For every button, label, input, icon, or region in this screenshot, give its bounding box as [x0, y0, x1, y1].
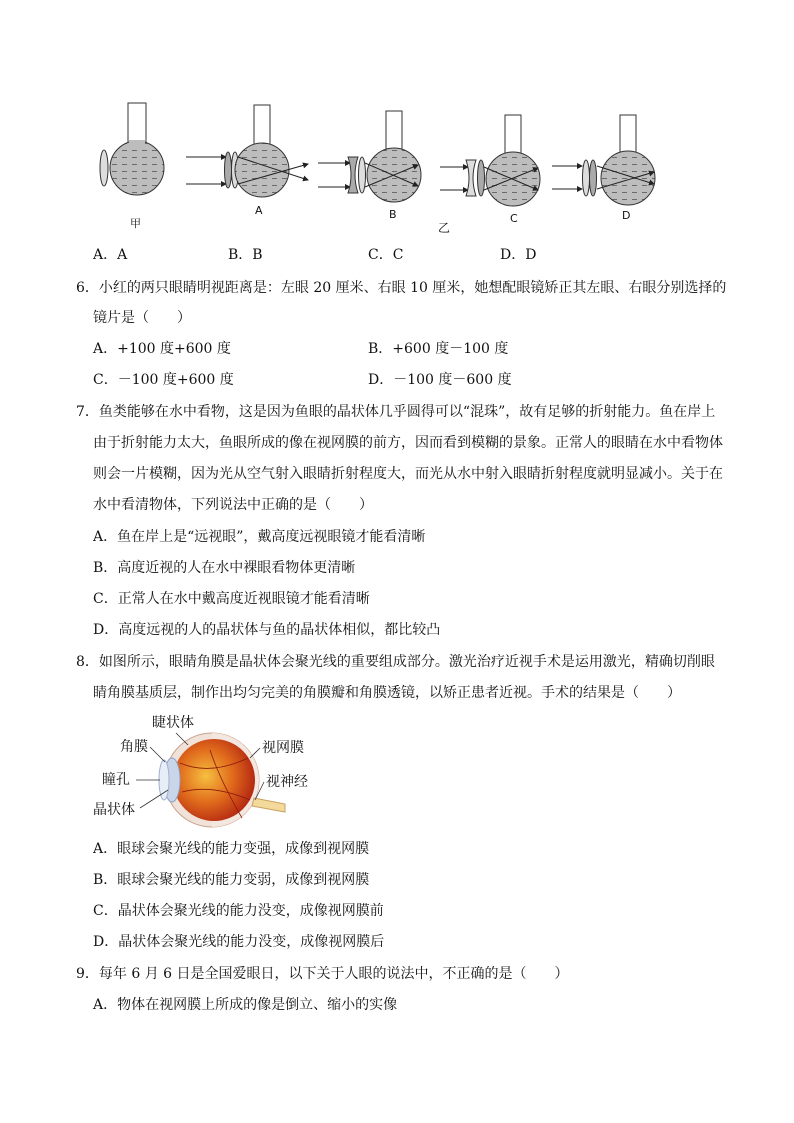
q8-stem-line1: 8．如图所示，眼睛角膜是晶状体会聚光线的重要组成部分。激光治疗近视手术是运用激光，精确切削眼 — [76, 654, 715, 670]
label-c: C — [510, 212, 518, 225]
q8-stem-line2: 睛角膜基质层，制作出均匀完美的角膜瓣和角膜透镜，以矫正患者近视。手术的结果是（ ） — [93, 685, 681, 701]
model-jia — [100, 103, 164, 195]
diagram-label-retina: 视网膜 — [262, 740, 304, 756]
q8-option-b: B．眼球会聚光线的能力变弱，成像到视网膜 — [93, 872, 370, 888]
q7-option-d: D．高度远视的人的晶状体与鱼的晶状体相似，都比较凸 — [93, 622, 441, 638]
q5-option-d: D．D — [500, 247, 537, 263]
eye-model-figure — [0, 0, 794, 240]
q6-stem-line2: 镜片是（ ） — [93, 310, 191, 326]
q5-option-c: C．C — [368, 247, 404, 263]
q8-option-c: C．晶状体会聚光线的能力没变，成像视网膜前 — [93, 903, 384, 919]
q5-option-a: A．A — [93, 247, 128, 263]
label-b: B — [389, 208, 397, 221]
q6-option-c: C．－100 度+600 度 — [93, 372, 234, 388]
q7-stem-line3: 则会一片模糊，因为光从空气射入眼睛折射程度大，而光从水中射入眼睛折射程度就明显减小。关于在 — [93, 466, 723, 482]
label-jia: 甲 — [130, 217, 141, 230]
label-yi: 乙 — [438, 221, 451, 235]
q7-option-c: C．正常人在水中戴高度近视眼镜才能看清晰 — [93, 591, 370, 607]
q8-option-d: D．晶状体会聚光线的能力没变，成像视网膜后 — [93, 934, 385, 950]
q6-option-d: D．－100 度－600 度 — [368, 372, 512, 388]
diagram-label-ciliary: 睫状体 — [152, 715, 194, 731]
model-a — [186, 105, 308, 197]
q6-option-a: A．+100 度+600 度 — [93, 341, 231, 357]
model-d — [552, 115, 655, 205]
q9-option-a: A．物体在视网膜上所成的像是倒立、缩小的实像 — [93, 997, 398, 1013]
q7-option-b: B．高度近视的人在水中裸眼看物体更清晰 — [93, 560, 356, 576]
diagram-label-optic-nerve: 视神经 — [266, 774, 308, 790]
q9-stem-line1: 9．每年 6 月 6 日是全国爱眼日，以下关于人眼的说法中，不正确的是（ ） — [76, 966, 569, 982]
q7-stem-line4: 水中看清物体，下列说法中正确的是（ ） — [93, 497, 373, 513]
diagram-label-lens: 晶状体 — [93, 802, 135, 818]
diagram-label-pupil: 瞳孔 — [102, 772, 130, 788]
q7-option-a: A．鱼在岸上是“远视眼”，戴高度远视眼镜才能看清晰 — [93, 529, 426, 545]
q5-option-b: B．B — [228, 247, 263, 263]
label-d: D — [622, 209, 631, 222]
model-c — [440, 115, 540, 206]
q8-option-a: A．眼球会聚光线的能力变强，成像到视网膜 — [93, 841, 370, 857]
q7-stem-line2: 由于折射能力太大，鱼眼所成的像在视网膜的前方，因而看到模糊的景象。正常人的眼睛在水中看物体 — [93, 435, 723, 451]
q7-stem-line1: 7．鱼类能够在水中看物，这是因为鱼眼的晶状体几乎圆得可以“混珠”，故有足够的折射能力。鱼在岸上 — [76, 404, 716, 420]
q6-stem-line1: 6．小红的两只眼睛明视距离是：左眼 20 厘米、右眼 10 厘米，她想配眼镜矫正其左眼、右眼分别选择的 — [76, 280, 727, 296]
diagram-label-cornea: 角膜 — [120, 739, 148, 755]
label-a: A — [255, 204, 263, 217]
q6-option-b: B．+600 度－100 度 — [368, 341, 509, 357]
model-b — [318, 111, 421, 202]
